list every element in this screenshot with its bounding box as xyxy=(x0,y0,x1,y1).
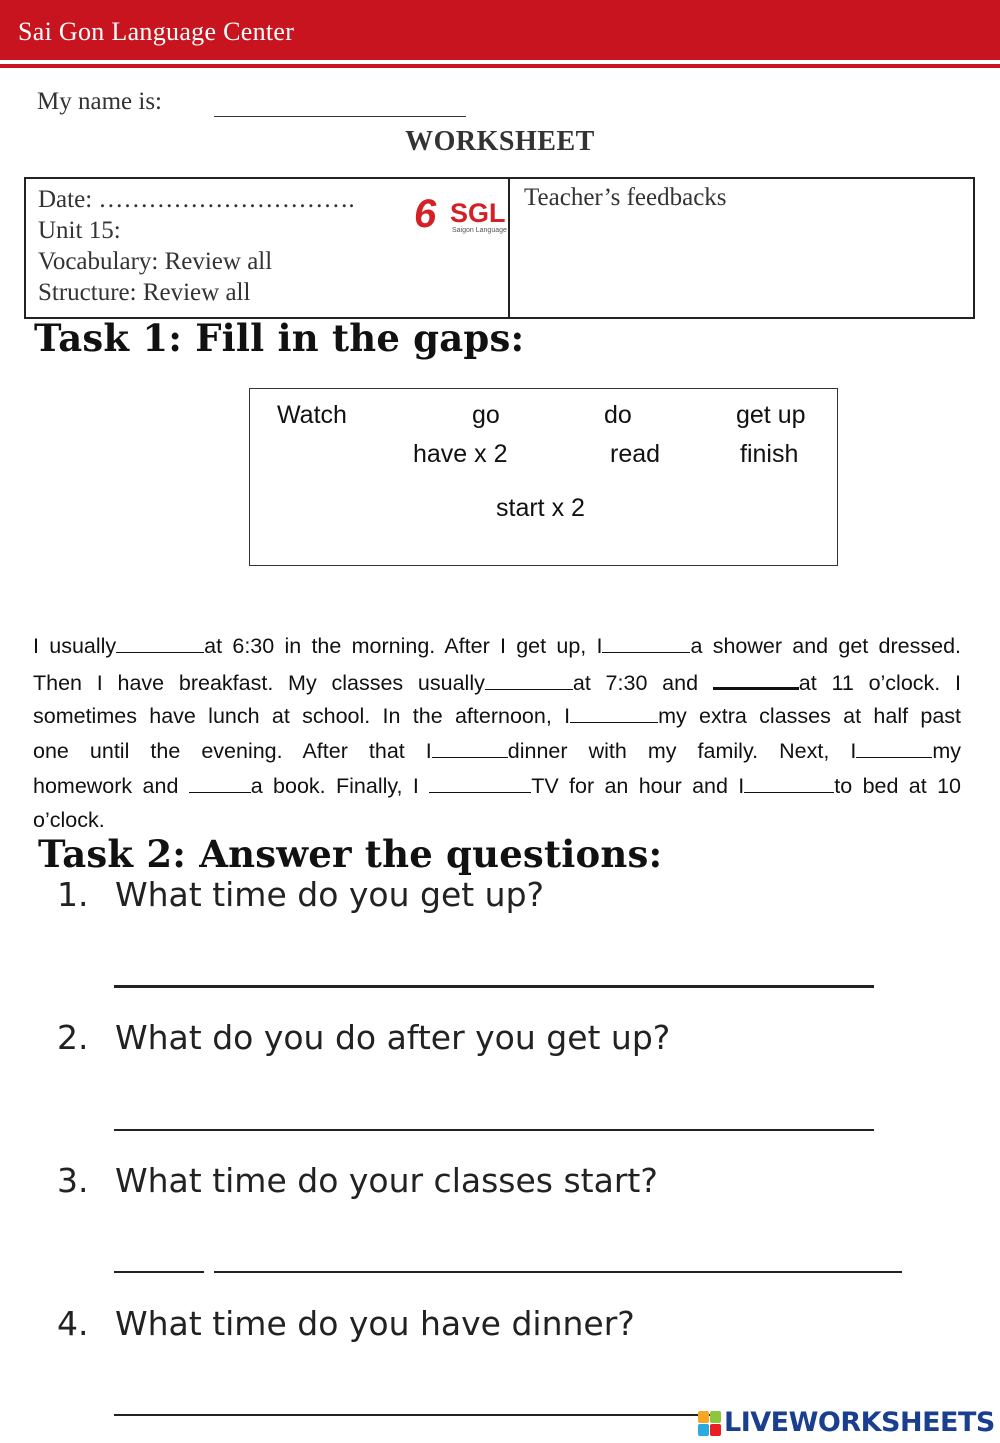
passage-text: to bed at 10 xyxy=(834,774,961,798)
passage-line xyxy=(33,739,961,764)
liveworksheets-watermark: LIVEWORKSHEETS xyxy=(724,1407,995,1438)
worksheet-title: WORKSHEET xyxy=(405,126,595,157)
passage-line xyxy=(33,669,961,696)
word-bank-item: get up xyxy=(736,401,806,429)
task1-title: Task 1: Fill in the gaps: xyxy=(34,316,525,360)
passage-text: homework and xyxy=(33,774,189,798)
header-divider xyxy=(0,64,1000,68)
name-input-line[interactable] xyxy=(214,116,466,117)
gap-input[interactable] xyxy=(602,634,690,653)
gap-input[interactable] xyxy=(744,774,834,793)
passage-text: one until the evening. After that I xyxy=(33,739,432,763)
sgl-logo xyxy=(412,192,508,238)
name-label: My name is: xyxy=(37,88,162,115)
word-bank-item: have x 2 xyxy=(413,440,508,468)
word-bank-item: start x 2 xyxy=(496,494,585,522)
question-text: What time do you get up? xyxy=(115,875,545,914)
question-1 xyxy=(57,875,544,914)
answer-line-4[interactable] xyxy=(114,1414,714,1416)
passage-text: at 6:30 in the morning. After I get up, I xyxy=(204,634,603,658)
gap-input[interactable] xyxy=(713,669,799,690)
gap-input[interactable] xyxy=(570,704,658,723)
question-text: What time do you have dinner? xyxy=(115,1304,635,1343)
question-text: What time do your classes start? xyxy=(115,1161,658,1200)
passage-line xyxy=(33,634,961,659)
passage-text: I usually xyxy=(33,634,117,658)
gap-input[interactable] xyxy=(432,739,508,758)
gap-input[interactable] xyxy=(189,774,251,793)
passage-text: at 11 o’clock. I xyxy=(798,671,961,695)
liveworksheets-logo-icon xyxy=(698,1411,722,1437)
passage-text: dinner with my family. Next, I xyxy=(507,739,857,763)
question-3 xyxy=(57,1161,658,1200)
logo-text: SGL xyxy=(450,198,506,228)
question-4 xyxy=(57,1304,635,1343)
unit-label: Unit 15: xyxy=(38,217,121,244)
answer-line-3a[interactable] xyxy=(114,1271,204,1273)
gap-input[interactable] xyxy=(485,671,573,690)
date-field: Date: …………………………. xyxy=(38,186,355,213)
passage-line xyxy=(33,774,961,799)
info-divider xyxy=(508,178,510,319)
structure-label: Structure: Review all xyxy=(38,279,251,306)
header-title: Sai Gon Language Center xyxy=(18,17,295,46)
word-bank-item: read xyxy=(610,440,661,468)
vocabulary-label: Vocabulary: Review all xyxy=(38,248,273,275)
passage-text: at 7:30 and xyxy=(572,671,713,695)
question-number: 2. xyxy=(57,1018,89,1057)
passage-text: my xyxy=(932,739,961,763)
gap-input[interactable] xyxy=(429,774,531,793)
word-bank-item: Watch xyxy=(277,401,347,429)
teacher-feedback-label: Teacher’s feedbacks xyxy=(524,184,727,211)
answer-line-1[interactable] xyxy=(114,985,874,988)
answer-line-2[interactable] xyxy=(114,1129,874,1131)
passage-text: TV for an hour and I xyxy=(531,774,745,798)
passage-text: a shower and get dressed. xyxy=(690,634,962,658)
question-number: 3. xyxy=(57,1161,89,1200)
question-text: What do you do after you get up? xyxy=(115,1018,671,1057)
passage-line xyxy=(33,808,961,833)
word-bank-item: go xyxy=(472,401,500,429)
task2-title: Task 2: Answer the questions: xyxy=(38,832,663,876)
passage-line xyxy=(33,704,961,729)
passage-text: Then I have breakfast. My classes usually xyxy=(33,671,485,695)
logo-subtext: Saigon Language xyxy=(452,227,507,234)
word-bank-item: do xyxy=(604,401,632,429)
question-2 xyxy=(57,1018,670,1057)
logo-mark-icon: 6 xyxy=(414,192,437,236)
question-number: 4. xyxy=(57,1304,89,1343)
passage-text: o’clock. xyxy=(33,808,105,832)
question-number: 1. xyxy=(57,875,89,914)
passage-text: my extra classes at half past xyxy=(658,704,962,728)
gap-input[interactable] xyxy=(116,634,204,653)
word-bank-item: finish xyxy=(740,440,799,468)
gap-input[interactable] xyxy=(856,739,932,758)
passage-text: a book. Finally, I xyxy=(250,774,430,798)
passage-text: sometimes have lunch at school. In the afternoon, I xyxy=(33,704,571,728)
answer-line-3b[interactable] xyxy=(214,1271,902,1273)
